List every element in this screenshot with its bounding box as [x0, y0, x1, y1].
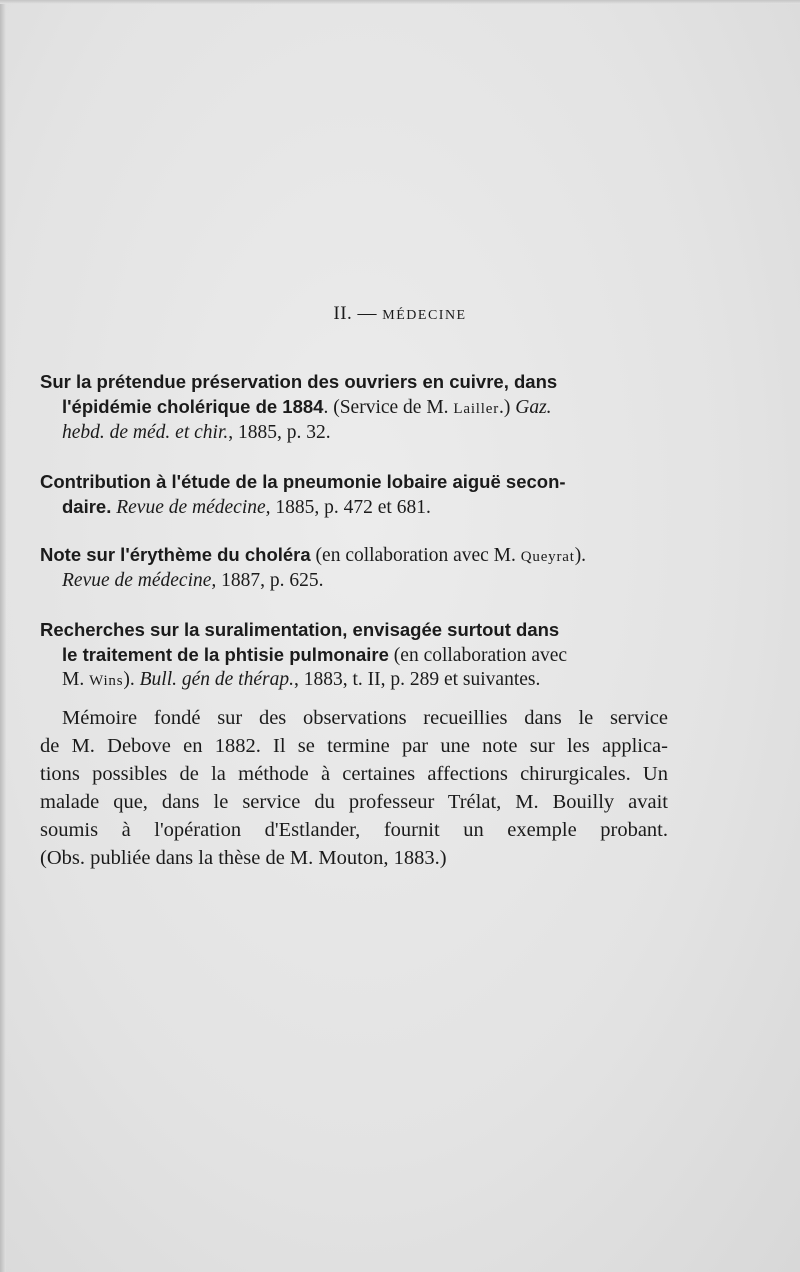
paragraph-line: soumis à l'opération d'Estlander, fournit un exemple probant. — [40, 819, 668, 841]
paragraph-line: malade que, dans le service du professeur Trélat, M. Bouilly avait — [40, 791, 668, 813]
journal-name: Revue de médecine, — [62, 570, 217, 591]
page-top-shadow — [0, 0, 800, 4]
entry-text: . (Service de M. — [323, 397, 454, 418]
body-paragraph — [40, 704, 668, 872]
entry-title: Note sur l'érythème du choléra — [40, 544, 311, 565]
entry-title: Contribution à l'étude de la pneumonie lobaire aiguë secon- — [40, 471, 566, 492]
journal-name: Gaz. — [515, 397, 552, 418]
citation-details: , 1885, p. 32. — [228, 422, 331, 443]
entry-title: Sur la prétendue préservation des ouvriers en cuivre, dans — [40, 371, 558, 392]
paragraph-line: Mémoire fondé sur des observations recueillies dans le service — [62, 707, 668, 729]
bibliography-entry-1 — [40, 370, 680, 445]
bibliography-entry-3 — [40, 543, 680, 593]
entry-title: Recherches sur la suralimentation, envisagée surtout dans — [40, 619, 560, 640]
entry-text: (en collaboration avec M. — [310, 545, 521, 566]
citation-details: , 1883, t. II, p. 289 et suivantes. — [293, 669, 541, 690]
author-name: Wins — [89, 673, 124, 689]
entry-title-cont: daire. — [62, 496, 112, 517]
section-heading — [0, 303, 800, 325]
entry-title-cont: le traitement de la phtisie pulmonaire — [62, 644, 389, 665]
journal-name: Bull. gén de thérap. — [139, 669, 294, 690]
section-numeral: II. — — [333, 303, 378, 324]
entry-text: .) — [499, 397, 516, 418]
bibliography-entry-4 — [40, 618, 680, 693]
page-edge-shadow — [0, 0, 6, 1272]
entry-text: ). — [574, 545, 587, 566]
journal-name: hebd. de méd. et chir. — [62, 422, 229, 443]
author-name: Lailler — [453, 401, 499, 417]
author-name: Queyrat — [520, 549, 575, 565]
section-title: MÉDECINE — [382, 308, 467, 323]
paragraph-line: de M. Debove en 1882. Il se termine par une note sur les applica- — [40, 735, 668, 757]
citation-details: 1887, p. 625. — [216, 570, 324, 591]
journal-name: Revue de médecine, — [111, 497, 271, 518]
entry-title-cont: l'épidémie cholérique de 1884 — [62, 396, 324, 417]
entry-text: ). — [123, 669, 140, 690]
bibliography-entry-2 — [40, 470, 680, 520]
entry-text: M. — [62, 669, 90, 690]
entry-text: (en collaboration avec — [388, 645, 568, 666]
paragraph-line: tions possibles de la méthode à certaines affections chirurgicales. Un — [40, 763, 668, 785]
citation-details: 1885, p. 472 et 681. — [270, 497, 431, 518]
paragraph-line: (Obs. publiée dans la thèse de M. Mouton, 1883.) — [40, 847, 447, 869]
